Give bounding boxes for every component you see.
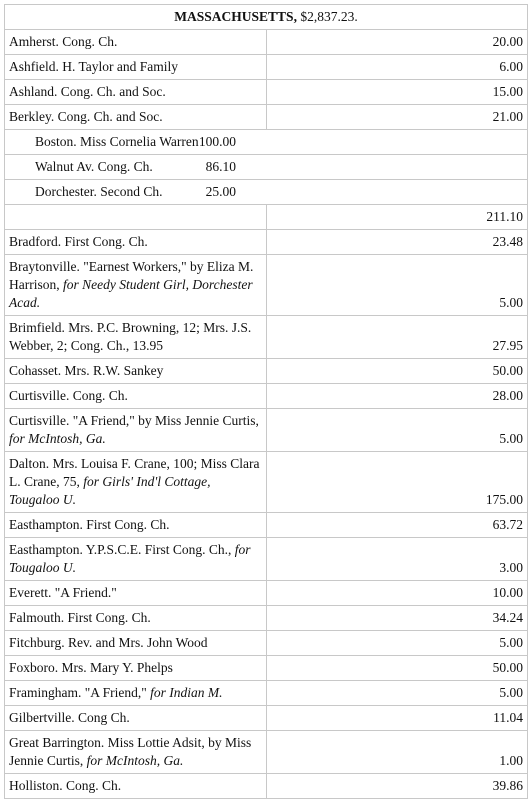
donation-amount: 15.00 xyxy=(266,80,528,105)
table-row xyxy=(5,606,528,631)
donor-text: Foxboro. Mrs. Mary Y. Phelps xyxy=(9,660,173,675)
table-row xyxy=(5,155,528,180)
donor-text: Framingham. "A Friend," xyxy=(9,685,151,700)
donation-amount-cell xyxy=(266,155,528,180)
donor-description xyxy=(5,230,267,255)
table-row xyxy=(5,205,528,230)
donor-description xyxy=(5,731,267,774)
designation-text: for Girls' Ind'l Cottage, Tougaloo U. xyxy=(9,474,211,507)
donation-amount: 5.00 xyxy=(266,681,528,706)
donation-amount: 1.00 xyxy=(266,731,528,774)
donations-table xyxy=(4,4,528,799)
donation-rows xyxy=(5,30,528,799)
donor-text: Everett. "A Friend." xyxy=(9,585,117,600)
donor-description xyxy=(5,105,267,130)
donor-description xyxy=(5,55,267,80)
donor-text: Fitchburg. Rev. and Mrs. John Wood xyxy=(9,635,208,650)
designation-text: for Needy Student Girl, Dorchester Acad. xyxy=(9,277,253,310)
designation-text: for Tougaloo U. xyxy=(9,542,251,575)
donation-amount: 28.00 xyxy=(266,384,528,409)
donation-amount: 25.00 xyxy=(205,184,236,199)
donor-description xyxy=(5,80,267,105)
donor-text: Ashland. Cong. Ch. and Soc. xyxy=(9,84,166,99)
donation-amount: 50.00 xyxy=(266,359,528,384)
donor-description xyxy=(5,656,267,681)
table-row xyxy=(5,384,528,409)
donor-text: Curtisville. Cong. Ch. xyxy=(9,388,128,403)
designation-text: for Indian M. xyxy=(150,685,223,700)
ledger-sheet xyxy=(4,4,528,799)
donor-description xyxy=(5,774,267,799)
donor-text: Braytonville. "Earnest Workers," by Eliza M. Harrison, xyxy=(9,259,254,292)
donation-amount: 86.10 xyxy=(205,159,236,174)
donor-text: Boston. Miss Cornelia Warren xyxy=(35,134,199,149)
donor-text: Dorchester. Second Ch. xyxy=(35,184,163,199)
donor-description xyxy=(5,631,267,656)
state-heading xyxy=(5,5,528,30)
donor-text: Berkley. Cong. Ch. and Soc. xyxy=(9,109,163,124)
donor-text: Easthampton. Y.P.S.C.E. First Cong. Ch., xyxy=(9,542,235,557)
donation-amount-cell xyxy=(266,180,528,205)
donor-description xyxy=(5,606,267,631)
donation-amount: 10.00 xyxy=(266,581,528,606)
table-row xyxy=(5,581,528,606)
donation-amount: 3.00 xyxy=(266,538,528,581)
donation-amount: 63.72 xyxy=(266,513,528,538)
donor-description xyxy=(5,538,267,581)
donor-text: Amherst. Cong. Ch. xyxy=(9,34,118,49)
table-row xyxy=(5,230,528,255)
donor-description xyxy=(5,205,267,230)
donation-amount: 175.00 xyxy=(266,452,528,513)
donor-text: Bradford. First Cong. Ch. xyxy=(9,234,148,249)
donation-amount: 100.00 xyxy=(198,134,236,149)
donation-amount: 20.00 xyxy=(266,30,528,55)
donation-amount: 6.00 xyxy=(266,55,528,80)
donation-amount: 5.00 xyxy=(266,631,528,656)
donation-amount: 5.00 xyxy=(266,409,528,452)
donation-amount: 23.48 xyxy=(266,230,528,255)
donor-text: Holliston. Cong. Ch. xyxy=(9,778,122,793)
table-row xyxy=(5,452,528,513)
donor-text: Curtisville. "A Friend," by Miss Jennie Curtis, xyxy=(9,413,259,428)
table-row xyxy=(5,409,528,452)
donor-description xyxy=(5,130,267,155)
donor-description xyxy=(5,359,267,384)
donor-text: Easthampton. First Cong. Ch. xyxy=(9,517,170,532)
donor-description xyxy=(5,706,267,731)
table-row xyxy=(5,631,528,656)
donor-description xyxy=(5,581,267,606)
donation-amount: 11.04 xyxy=(266,706,528,731)
table-row xyxy=(5,656,528,681)
donation-amount: 27.95 xyxy=(266,316,528,359)
subtotal-amount: 211.10 xyxy=(266,205,528,230)
donation-amount: 5.00 xyxy=(266,255,528,316)
donor-description xyxy=(5,452,267,513)
donor-description xyxy=(5,384,267,409)
donor-text: Walnut Av. Cong. Ch. xyxy=(35,159,153,174)
donation-amount: 39.86 xyxy=(266,774,528,799)
designation-text: for McIntosh, Ga. xyxy=(9,431,106,446)
table-row xyxy=(5,180,528,205)
table-row xyxy=(5,774,528,799)
donation-amount: 21.00 xyxy=(266,105,528,130)
table-row xyxy=(5,30,528,55)
donor-text: Dalton. Mrs. Louisa F. Crane, 100; Miss Clara L. Crane, 75, xyxy=(9,456,260,489)
donor-text: Cohasset. Mrs. R.W. Sankey xyxy=(9,363,164,378)
donor-description xyxy=(5,30,267,55)
donor-description xyxy=(5,316,267,359)
table-header-row xyxy=(5,5,528,30)
state-total: $2,837.23. xyxy=(300,9,358,24)
donor-description xyxy=(5,681,267,706)
donation-amount: 34.24 xyxy=(266,606,528,631)
donation-amount: 50.00 xyxy=(266,656,528,681)
table-row xyxy=(5,681,528,706)
table-row xyxy=(5,255,528,316)
table-row xyxy=(5,706,528,731)
donor-text: Great Barrington. Miss Lottie Adsit, by Miss Jennie Curtis, xyxy=(9,735,252,768)
table-row xyxy=(5,731,528,774)
donor-description xyxy=(5,409,267,452)
table-row xyxy=(5,80,528,105)
state-name: MASSACHUSETTS, xyxy=(174,9,297,24)
donor-text: Ashfield. H. Taylor and Family xyxy=(9,59,179,74)
donor-text: Gilbertville. Cong Ch. xyxy=(9,710,130,725)
table-row xyxy=(5,316,528,359)
designation-text: for McIntosh, Ga. xyxy=(86,753,184,768)
table-row xyxy=(5,513,528,538)
table-row xyxy=(5,538,528,581)
donor-text: Brimfield. Mrs. P.C. Browning, 12; Mrs. J.S. Webber, 2; Cong. Ch., 13.95 xyxy=(9,320,252,353)
donor-description xyxy=(5,180,267,205)
table-row xyxy=(5,359,528,384)
donor-description xyxy=(5,513,267,538)
donation-amount-cell xyxy=(266,130,528,155)
donor-description xyxy=(5,255,267,316)
table-row xyxy=(5,130,528,155)
donor-description xyxy=(5,155,267,180)
table-row xyxy=(5,105,528,130)
table-row xyxy=(5,55,528,80)
donor-text: Falmouth. First Cong. Ch. xyxy=(9,610,151,625)
